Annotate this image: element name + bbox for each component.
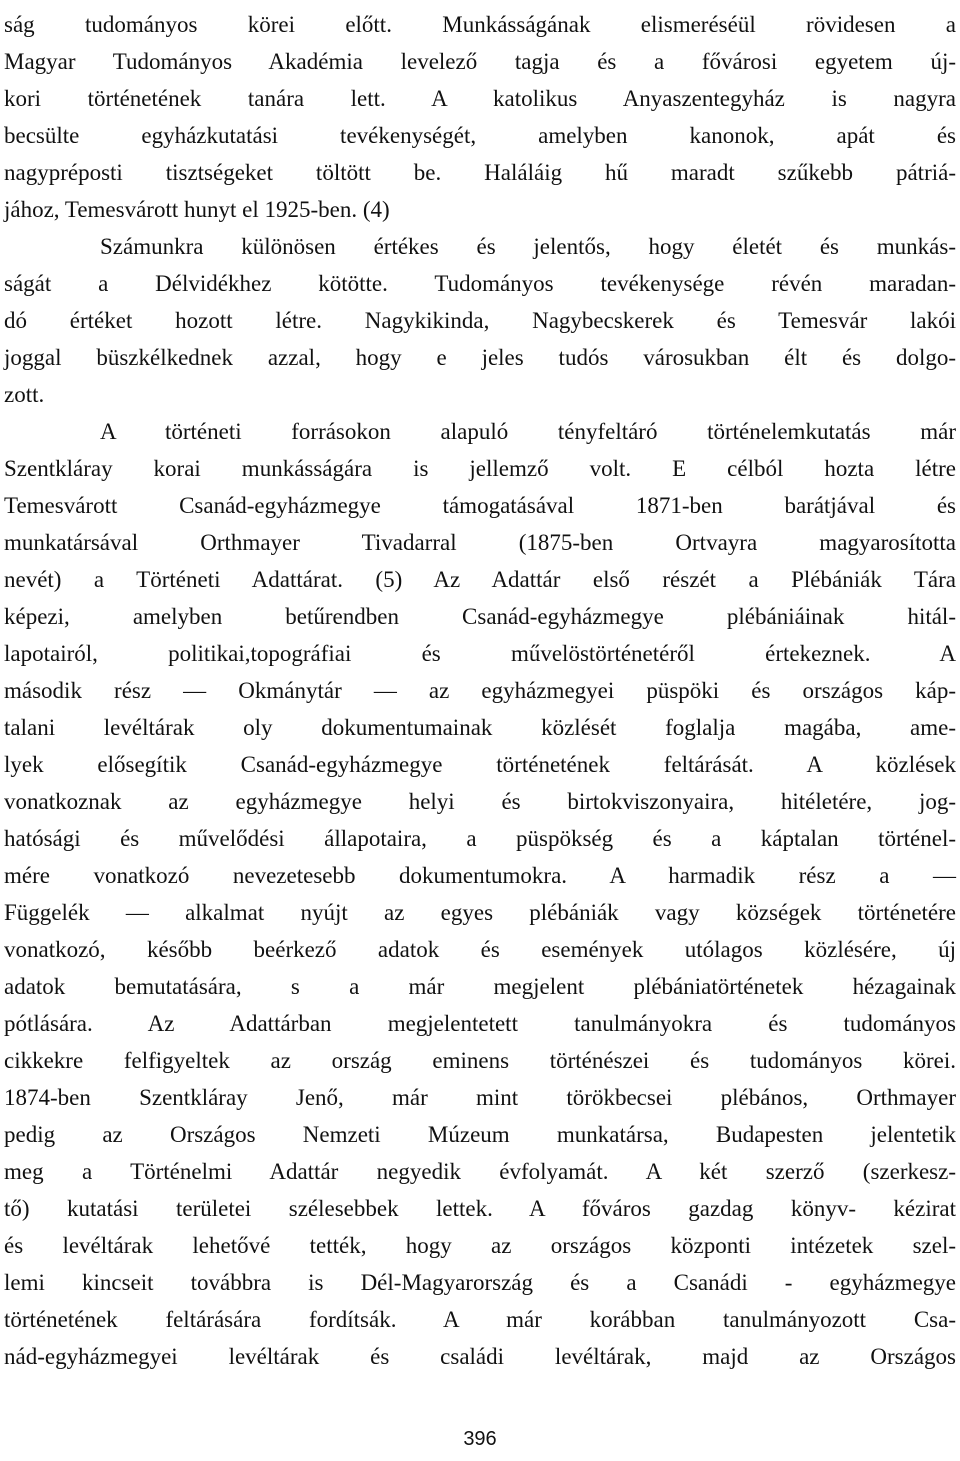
text-line: tő) kutatási területei szélesebbek lettek. A főváros gazdag könyv- kézirat	[4, 1196, 956, 1221]
text-line: joggal büszkélkednek azzal, hogy e jeles tudós városukban élt és dolgo-	[4, 345, 956, 370]
text-line: és levéltárak lehetővé tették, hogy az országos központi intézetek szel-	[4, 1233, 956, 1258]
text-line: lapotairól, politikai,topográfiai és művelöstörténetéről értekeznek. A	[4, 641, 956, 666]
text-line: talani levéltárak oly dokumentumainak közlését foglalja magába, ame-	[4, 715, 956, 740]
text-line: nád-egyházmegyei levéltárak és családi levéltárak, majd az Országos	[4, 1344, 956, 1369]
document-page	[4, 0, 956, 1461]
text-line: A történeti forrásokon alapuló tényfeltáró történelemkutatás már	[100, 419, 956, 444]
text-line: történetének feltárására fordítsák. A már korábban tanulmányozott Csa-	[4, 1307, 956, 1332]
text-line: Szentkláray korai munkásságára is jellemző volt. E célból hozta létre	[4, 456, 956, 481]
text-line: mére vonatkozó nevezetesebb dokumentumokra. A harmadik rész a —	[4, 863, 956, 888]
text-line: Magyar Tudományos Akadémia levelező tagja és a fővárosi egyetem új-	[4, 49, 956, 74]
text-line: jához, Temesvárott hunyt el 1925-ben. (4)	[4, 197, 390, 222]
text-line: adatok bemutatására, s a már megjelent plébániatörténetek hézagainak	[4, 974, 956, 999]
text-line: zott.	[4, 382, 45, 407]
text-line: ság tudományos körei előtt. Munkásságának elismeréséül rövidesen a	[4, 12, 956, 37]
text-line: nevét) a Történeti Adattárat. (5) Az Adattár első részét a Plébániák Tára	[4, 567, 956, 592]
text-line: lyek elősegítik Csanád-egyházmegye történetének feltárását. A közlések	[4, 752, 956, 777]
text-line: Függelék — alkalmat nyújt az egyes plébániák vagy községek történetére	[4, 900, 956, 925]
text-line: Temesvárott Csanád-egyházmegye támogatásával 1871-ben barátjával és	[4, 493, 956, 518]
text-line: pedig az Országos Nemzeti Múzeum munkatársa, Budapesten jelentetik	[4, 1122, 956, 1147]
text-line: munkatársával Orthmayer Tivadarral (1875-ben Ortvayra magyarosította	[4, 530, 956, 555]
text-line: hatósági és művelődési állapotaira, a püspökség és a káptalan történel-	[4, 826, 956, 851]
text-line: ságát a Délvidékhez kötötte. Tudományos tevékenysége révén maradan-	[4, 271, 956, 296]
text-line: cikkekre felfigyeltek az ország eminens történészei és tudományos körei.	[4, 1048, 956, 1073]
text-line: becsülte egyházkutatási tevékenységét, amelyben kanonok, apát és	[4, 123, 956, 148]
text-line: 1874-ben Szentkláray Jenő, már mint törökbecsei plébános, Orthmayer	[4, 1085, 956, 1110]
text-line: második rész — Okmánytár — az egyházmegyei püspöki és országos káp-	[4, 678, 956, 703]
text-line: meg a Történelmi Adattár negyedik évfolyamát. A két szerző (szerkesz-	[4, 1159, 956, 1184]
text-line: képezi, amelyben betűrendben Csanád-egyházmegye plébániáinak hitál-	[4, 604, 956, 629]
text-line: dó értéket hozott létre. Nagykikinda, Nagybecskerek és Temesvár lakói	[4, 308, 956, 333]
page-number: 396	[463, 1428, 497, 1450]
text-line: lemi kincseit továbbra is Dél-Magyarország és a Csanádi - egyházmegye	[4, 1270, 956, 1295]
text-line: nagypréposti tisztségeket töltött be. Haláláig hű maradt szűkebb pátriá-	[4, 160, 956, 185]
text-line: pótlására. Az Adattárban megjelentetett tanulmányokra és tudományos	[4, 1011, 956, 1036]
text-line: kori történetének tanára lett. A katolikus Anyaszentegyház is nagyra	[4, 86, 956, 111]
text-line: vonatkoznak az egyházmegye helyi és birtokviszonyaira, hitéletére, jog-	[4, 789, 956, 814]
text-line: vonatkozó, később beérkező adatok és események utólagos közlésére, új	[4, 937, 956, 962]
text-line: Számunkra különösen értékes és jelentős, hogy életét és munkás-	[100, 234, 956, 259]
